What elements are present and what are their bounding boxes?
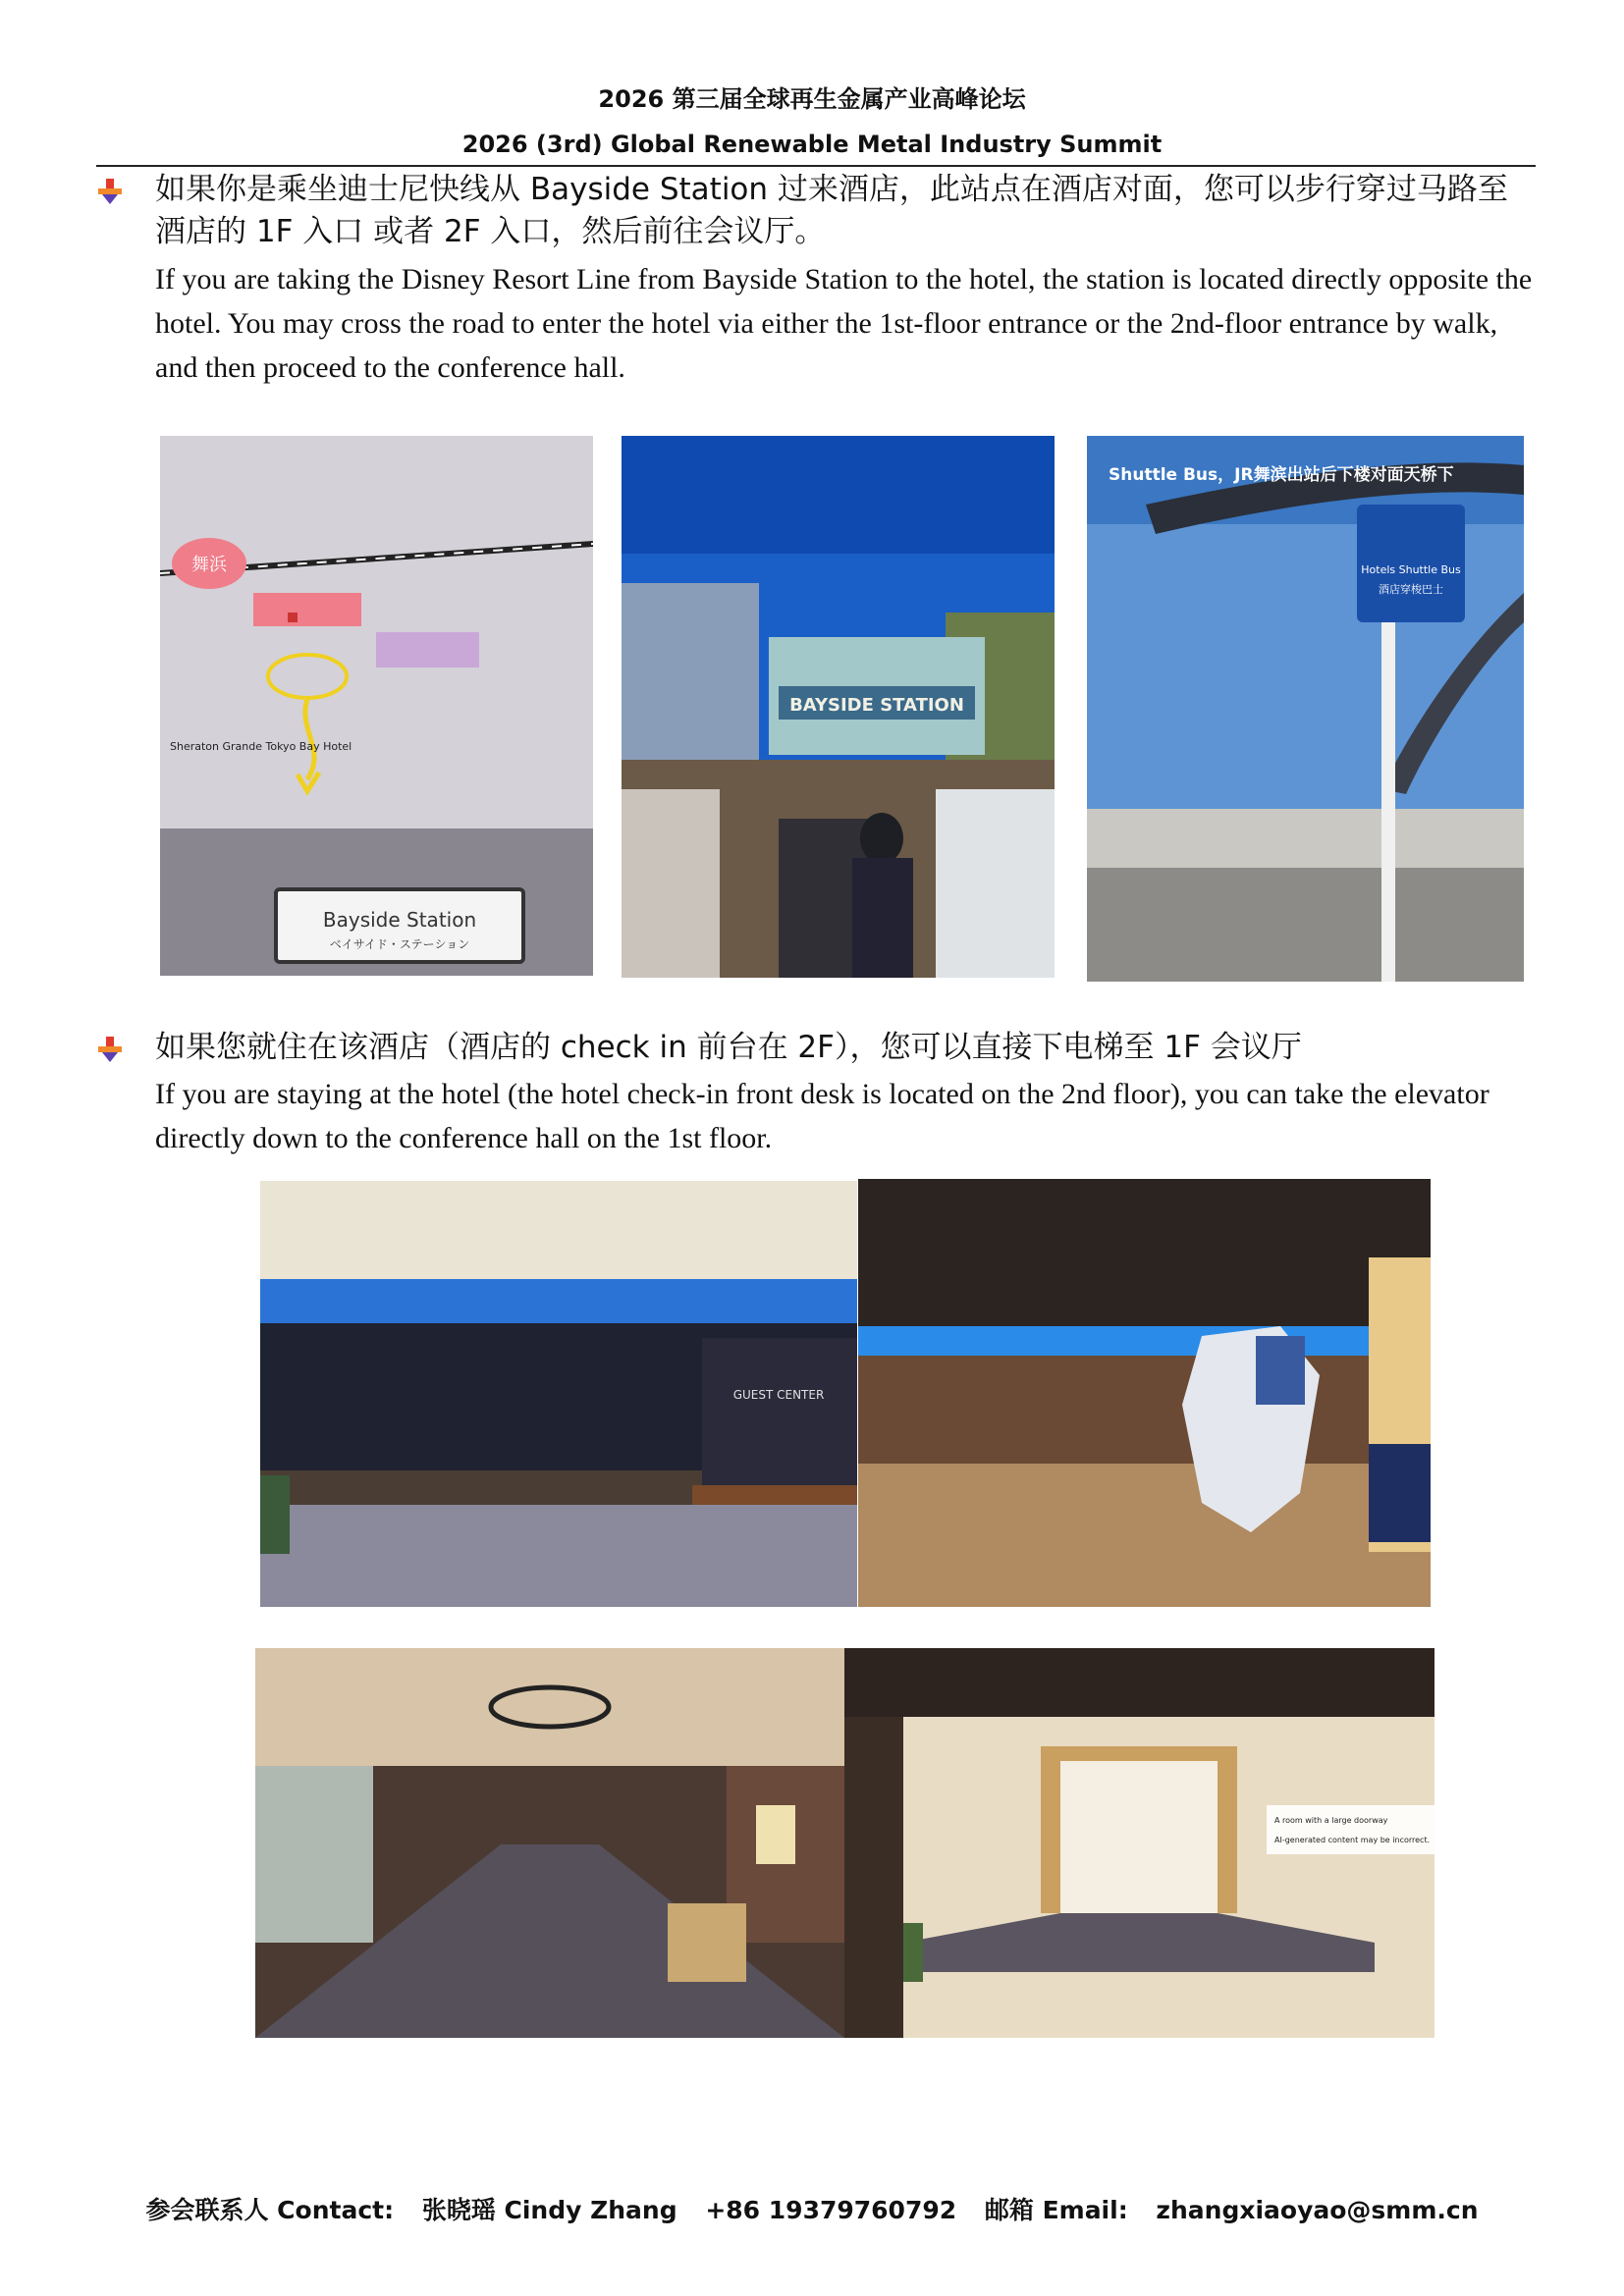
hall-doorway-photo xyxy=(844,1648,1435,2038)
page-header xyxy=(0,77,1624,167)
email-label: 邮箱 Email: xyxy=(984,2196,1128,2224)
section2-text-zh: 如果您就住在该酒店（酒店的 check in 前台在 2F），您可以直接下电梯至 1F 会议厅 xyxy=(155,1030,1302,1065)
section1-text-en: If you are taking the Disney Resort Line from Bayside Station to the hotel, the station is located directly opposite the hotel. You may cross the road to enter the hotel via either the 1st-floor entrance or the 2nd-floor entrance by walk, and then proceed to the conference hall. xyxy=(155,263,1533,384)
contact-name: 张晓瑶 Cindy Zhang xyxy=(421,2196,677,2224)
overlay-caption-2: AI-generated content may be incorrect. xyxy=(1274,1836,1431,1844)
lobby-front-desk-photo xyxy=(260,1181,857,1607)
map-hotel-label: Sheraton Grande Tokyo Bay Hotel xyxy=(170,740,352,753)
overlay-caption-1: A room with a large doorway xyxy=(1274,1816,1388,1825)
shuttle-bus-stop-photo xyxy=(1087,436,1524,982)
bayside-station-sign: BAYSIDE STATION xyxy=(789,695,964,716)
header-title-zh: 2026 第三届全球再生金属产业高峰论坛 xyxy=(598,85,1026,113)
contact-label: 参会联系人 Contact: xyxy=(145,2196,395,2224)
corridor-photo xyxy=(255,1648,844,2038)
header-title-en: 2026 (3rd) Global Renewable Metal Industry Summit xyxy=(461,131,1163,158)
contact-footer xyxy=(0,2191,1624,2226)
guest-center-sign: GUEST CENTER xyxy=(732,1388,825,1402)
bayside-station-photo xyxy=(622,436,1055,978)
section2-text-en: If you are staying at the hotel (the hotel check-in front desk is located on the 2nd floor), you can take the elevator directly down to the conference hall on the 1st floor. xyxy=(155,1078,1489,1154)
bullet-arrow-icon xyxy=(98,179,122,206)
station-sign-sub: ベイサイド・ステーション xyxy=(329,937,470,951)
bus-sign-text-zh: 酒店穿梭巴士 xyxy=(1379,583,1443,596)
section1-text-zh: 如果你是乘坐迪士尼快线从 Bayside Station 过来酒店，此站点在酒店对面，您可以步行穿过马路至酒店的 1F 入口 或者 2F 入口，然后前往会议厅。 xyxy=(155,172,1508,249)
lobby-map-stand-photo xyxy=(858,1179,1431,1607)
station-sign-label: Bayside Station xyxy=(322,908,477,932)
map-station-label: 舞浜 xyxy=(191,555,227,575)
bullet-arrow-icon xyxy=(98,1037,122,1064)
station-map-photo xyxy=(160,436,593,976)
contact-email[interactable]: zhangxiaoyao@smm.cn xyxy=(1156,2196,1479,2224)
bus-sign-text: Hotels Shuttle Bus xyxy=(1361,563,1461,576)
contact-phone: +86 19379760792 xyxy=(705,2196,957,2224)
header-divider xyxy=(96,165,1536,167)
shuttle-caption: Shuttle Bus，JR舞滨出站后下楼对面天桥下 xyxy=(1109,465,1454,485)
